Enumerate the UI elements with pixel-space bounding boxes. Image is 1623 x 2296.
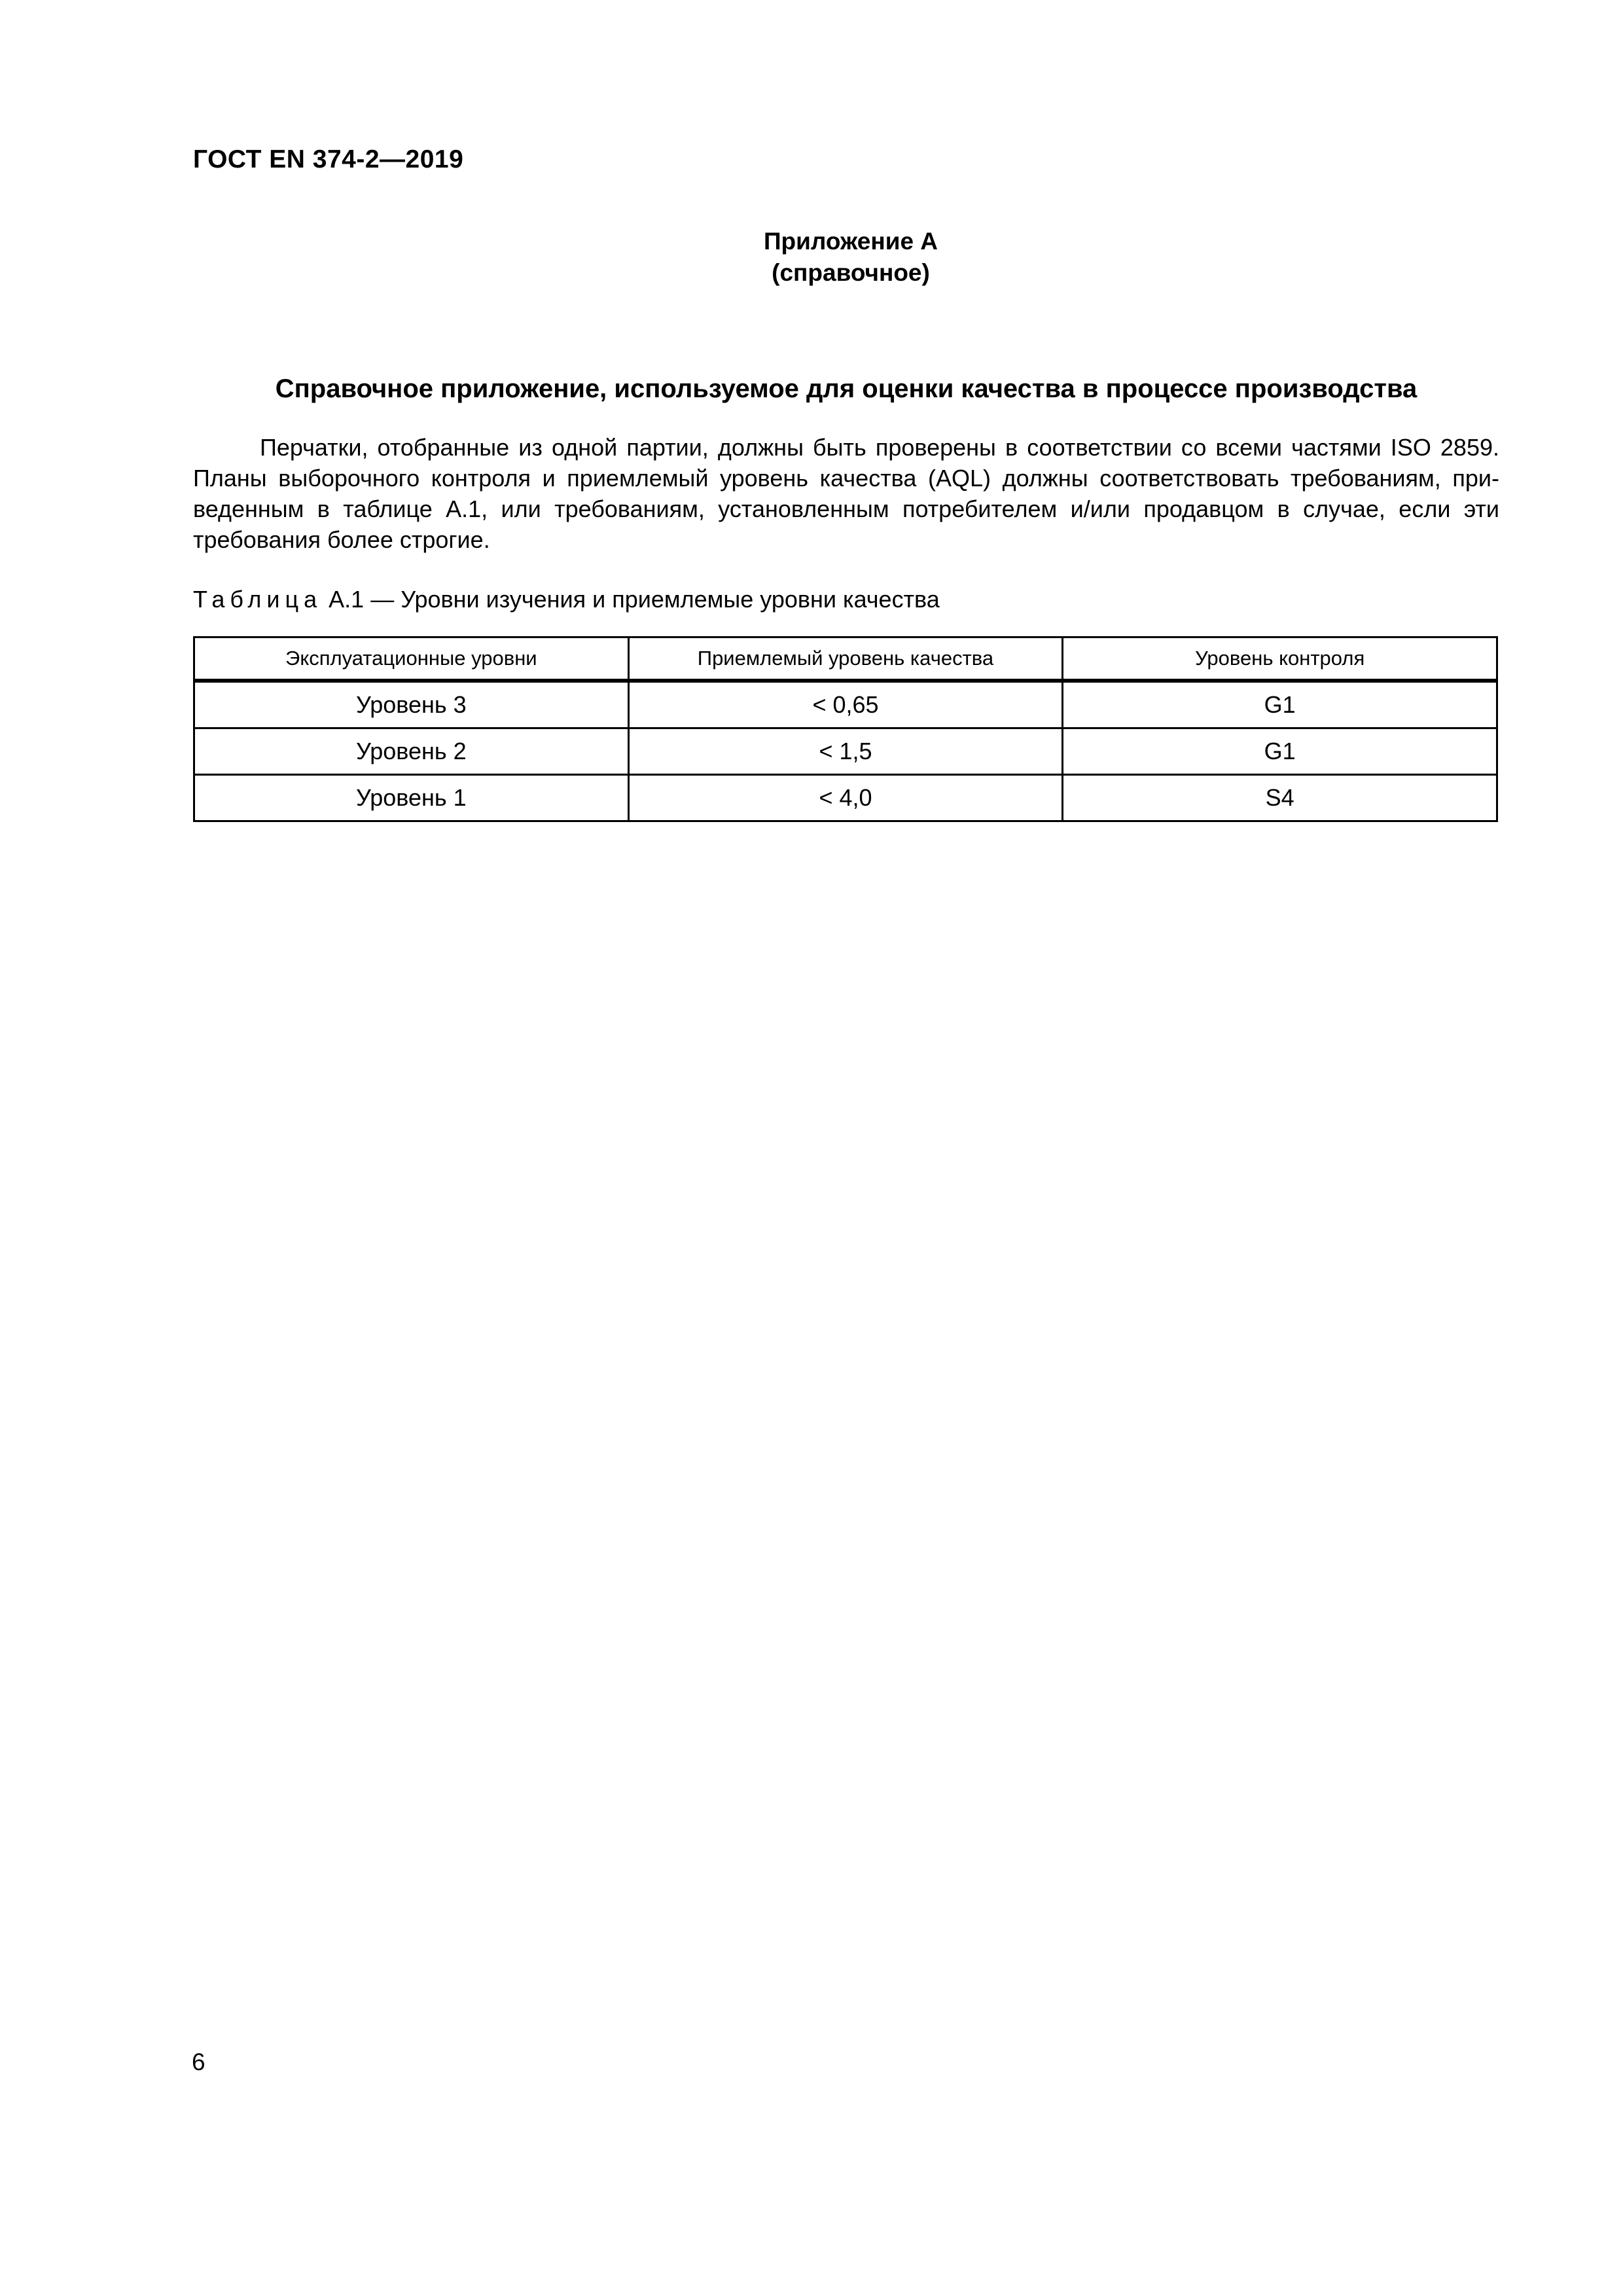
annex-title: Справочное приложение, используемое для оценки качества в процессе производства: [275, 374, 1418, 403]
table-row: [194, 681, 1497, 728]
table-cell-aql: < 4,0: [628, 775, 1063, 821]
document-code-header: ГОСТ EN 374-2—2019: [193, 145, 464, 173]
table-cell-inspection: G1: [1063, 681, 1497, 728]
table-cell-inspection: S4: [1063, 775, 1497, 821]
table-header-row: [194, 637, 1497, 681]
table-cell-level: Уровень 1: [194, 775, 629, 821]
annex-type: (справочное): [772, 259, 930, 286]
column-header-aql: Приемлемый уровень качества: [628, 637, 1063, 681]
table-cell-aql: < 1,5: [628, 728, 1063, 775]
annex-heading: [654, 226, 1047, 289]
table-cell-aql: < 0,65: [628, 681, 1063, 728]
table-row: [194, 728, 1497, 775]
table-row: [194, 775, 1497, 821]
annex-label: Приложение А: [763, 228, 938, 255]
table-caption-text: А.1 — Уровни изучения и приемлемые уровни качества: [322, 586, 940, 613]
table-cell-level: Уровень 2: [194, 728, 629, 775]
table-cell-level: Уровень 3: [194, 681, 629, 728]
table-cell-inspection: G1: [1063, 728, 1497, 775]
body-paragraph: Перчатки, отобранные из одной партии, должны быть проверены в соответствии со всеми частями ISO 2859. Планы выборочного контроля и приемлемый уровень качества (AQL) должны соответствовать требованиям, приведенным в таблице А.1, или требованиям, установленным потребителем и/или продавцом в случае, если эти требования более строгие.: [193, 434, 1499, 553]
column-header-inspection-level: Уровень контроля: [1063, 637, 1497, 681]
quality-levels-table: [193, 636, 1498, 822]
table-caption: [193, 586, 940, 613]
column-header-operational-levels: Эксплуатационные уровни: [194, 637, 629, 681]
table-caption-word: Таблица: [193, 586, 323, 613]
page-number: 6: [192, 2049, 205, 2075]
